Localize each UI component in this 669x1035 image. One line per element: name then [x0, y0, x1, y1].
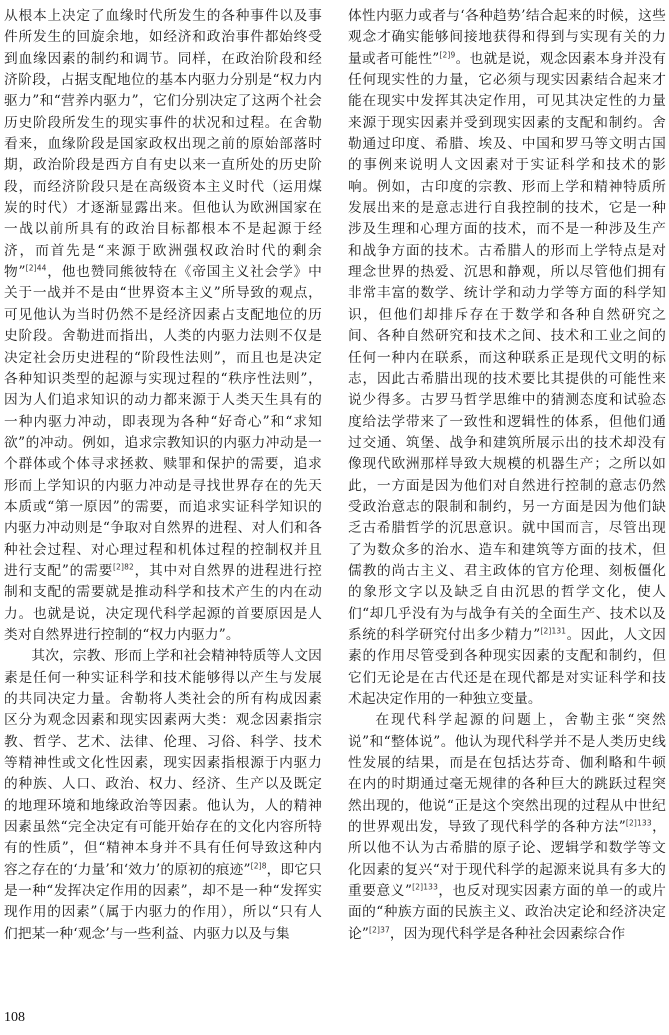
paragraph-3	[348, 6, 666, 710]
paragraph-2-text-2: ，即它只是一种“发挥决定作用的因素”，却不是一种“发挥实现作用的因素”（属于内驱力的作用），所以“只有人们把某一种‘观念’与一些利益、内驱力以及与集	[4, 861, 322, 942]
paragraph-3-text: 体性内驱力或者与‘各种趋势’结合起来的时候，这些观念才确实能够间接地获得和得到与实现有关的力量或者可能性”	[348, 8, 666, 67]
paragraph-4-text: 在现代科学起源的问题上，舍勒主张“突然说”和“整体说”。他认为现代科学并不是人类历史线性发展的结果，而是在包括达芬奇、伽利略和牛顿在内的时期通过毫无规律的各种巨大的跳跃过程突然出现的，他说“正是这个突然出现的过程从中世纪的世界观出发，导致了现代科学的各种方法”	[348, 712, 666, 836]
paragraph-1-text-3: ，其中对自然界的进程进行控制和支配的需要就是推动科学和技术产生的内在动力。也就是说，决定现代科学起源的首要原因是人类对自然界进行控制的“权力内驱力”。	[4, 562, 322, 643]
paragraph-1	[4, 6, 322, 646]
paragraph-4-text-3: ，也反对现实因素方面的单一的或片面的“种族方面的民族主义、政治决定论和经济决定论”	[348, 883, 667, 942]
citation-ref: [2]82	[113, 562, 134, 572]
citation-ref: [2]9	[439, 50, 456, 60]
citation-ref: [2]8	[250, 861, 267, 871]
paragraph-2	[4, 646, 322, 945]
paragraph-1-text: 从根本上决定了血缘时代所发生的各种事件以及事件所发生的回旋余地，如经济和政治事件都始终受到血缘因素的制约和调节。同样，在政治阶段和经济阶段，占据支配地位的基本内驱力分别是“权力内驱力”和“营养内驱力”，它们分别决定了这两个社会历史阶段所发生的现实事件的状况和过程。在舍勒看来，血缘阶段是国家政权出现之前的原始部落时期，政治阶段是西方自有史以来一直所处的历史阶段，而经济阶段只是在高级资本主义时代（运用煤炭的时代）才逐渐显露出来。但他认为欧洲国家在一战以前所具有的政治目标都根本不是起源于经济，而首先是“来源于欧洲强权政治时代的剩余物”	[4, 8, 322, 281]
citation-ref: [2]133	[412, 882, 438, 892]
paragraph-4-text-4: ，因为现代科学是各种社会因素综合作	[389, 925, 626, 942]
paragraph-3-text-3: 。因此，人文因素的作用尽管受到各种现实因素的支配和制约，但它们无论是在古代还是在现代都是对实证科学和技术起决定作用的一种独立变量。	[348, 626, 666, 707]
citation-ref: [2]131	[540, 626, 567, 636]
page-number: 108	[4, 1010, 25, 1025]
paragraph-3-text-2: 。也就是说，观念因素本身并没有任何现实性的力量，它必须与现实因素结合起来才能在现实中发挥其决定作用，可见其决定性的力量来源于现实因素并受到现实因素的支配和制约。舍勒通过印度、希腊、埃及、中国和罗马等文明古国的事例来说明人文因素对于实证科学和技术的影响。例如，古印度的宗教、形而上学和精神特质所发展出来的是意志进行自我控制的技术，它是一种涉及生理和心理方面的技术，而不是一种涉及生产和战争方面的技术。古希腊人的形而上学特点是对理念世界的热爱、沉思和静观，所以尽管他们拥有非常丰富的数学、统计学和动力学等方面的科学知识，但他们却排斥存在于数学和各种自然研究之间、各种自然研究和技术之间、技术和工业之间的任何一种内在联系，而这种联系正是现代文明的标志，因此古希腊出现的技术要比其提供的可能性来说少得多。古罗马哲学思维中的猜测态度和试验态度给法学带来了一致性和逻辑性的体系，但他们通过交通、筑堡、战争和建筑所展示出的技术却没有像现代欧洲那样导致大规模的机器生产；之所以如此，一方面是因为他们对自然进行控制的意志仍然受政治意志的限制和制约，另一方面是因为他们缺乏古希腊哲学的沉思意识。就中国而言，尽管出现了为数众多的治水、造车和建筑等方面的技术，但儒教的尚古主义、君主政体的官方伦理、刻板僵化的象形文字以及缺乏自由沉思的哲学文化，使人们“却几乎没有为与战争有关的全面生产、技术以及系统的科学研究付出多少精力”	[348, 50, 666, 643]
paragraph-4	[348, 710, 666, 945]
left-column	[4, 6, 322, 945]
citation-ref: [2]37	[369, 925, 390, 935]
paragraph-1-text-2: ，他也赞同熊彼特在《帝国主义社会学》中关于一战并不是由“世界资本主义”所导致的观点，可见他认为当时仍然不是经济因素占支配地位的历史阶段。舍勒进而指出，人类的内驱力法则不仅是决定社会历史进程的“阶段性法则”，而且也是决定各种知识类型的起源与实现过程的“秩序性法则”，因为人们追求知识的动力都来源于人类天生具有的一种内驱力冲动，即表现为各种“好奇心”和“求知欲”的冲动。例如，追求宗教知识的内驱力冲动是一个群体或个体寻求拯救、赎罪和保护的需要，追求形而上学知识的内驱力冲动是寻找世界存在的先天本质或“第一原因”的需要，而追求实证科学知识的内驱力冲动则是“争取对自然界的进程、对人们和各种社会过程、对心理过程和机体过程的控制权并且进行支配”的需要	[4, 264, 322, 579]
right-column	[348, 6, 666, 945]
citation-ref: [2]133	[625, 818, 652, 828]
paragraph-2-text: 其次，宗教、形而上学和社会精神特质等人文因素是任何一种实证科学和技术能够得以产生与发展的共同决定力量。舍勒将人类社会的所有构成因素区分为观念因素和现实因素两大类：观念因素指宗教、哲学、艺术、法律、伦理、习俗、科学、技术等精神性或文化性因素，现实因素指根源于内驱力的种族、人口、政治、权力、经济、生产以及既定的地理环境和地缘政治等因素。他认为，人的精神因素虽然“完全决定有可能开始存在的文化内容所特有的性质”，但“精神本身并不具有任何导致这种内容之存在的‘力量’和‘效力’的原初的痕迹”	[4, 648, 322, 878]
paragraph-4-text-2: ，所以他不认为古希腊的原子论、逻辑学和数学等文化因素的复兴“对于现代科学的起源来说具有多大的重要意义”	[348, 819, 667, 900]
citation-ref: [2]44	[25, 263, 47, 273]
